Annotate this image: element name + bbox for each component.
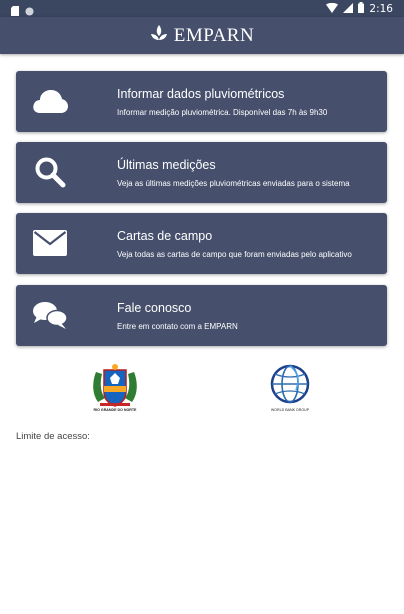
card-title: Informar dados pluviométricos bbox=[117, 87, 285, 101]
status-bar bbox=[0, 0, 404, 17]
card-subtitle: Entre em contato com a EMPARN bbox=[117, 322, 238, 331]
partner-logos bbox=[0, 362, 404, 418]
access-limit-label: Limite de acesso: bbox=[16, 431, 90, 442]
wifi-icon bbox=[326, 3, 338, 16]
brand bbox=[150, 24, 254, 47]
card-title: Últimas medições bbox=[117, 158, 216, 172]
card-ultimas-medicoes[interactable] bbox=[16, 142, 387, 203]
rn-caption: RIO GRANDE DO NORTE bbox=[93, 408, 137, 412]
envelope-icon bbox=[32, 227, 68, 259]
card-subtitle: Informar medição pluviométrica. Disponível das 7h às 9h30 bbox=[117, 108, 328, 117]
card-cartas-de-campo[interactable] bbox=[16, 213, 387, 274]
signal-icon bbox=[343, 3, 353, 16]
card-subtitle: Veja as últimas medições pluviométricas enviadas para o sistema bbox=[117, 179, 350, 188]
search-icon bbox=[32, 156, 68, 188]
card-informar-dados[interactable] bbox=[16, 71, 387, 132]
card-title: Fale conosco bbox=[117, 301, 192, 315]
leaf-logo-icon bbox=[150, 24, 168, 47]
app-title: EMPARN bbox=[173, 24, 255, 46]
card-title: Cartas de campo bbox=[117, 229, 213, 243]
card-fale-conosco[interactable] bbox=[16, 285, 387, 346]
status-time: 2:16 bbox=[369, 3, 393, 15]
battery-icon bbox=[358, 2, 364, 16]
card-subtitle: Veja todas as cartas de campo que foram enviadas pelo aplicativo bbox=[117, 250, 352, 259]
chat-icon bbox=[32, 299, 68, 331]
cloud-icon bbox=[32, 85, 68, 117]
rio-grande-do-norte-logo bbox=[90, 362, 140, 416]
world-bank-logo bbox=[266, 364, 314, 416]
app-bar bbox=[0, 17, 404, 54]
wb-caption: WORLD BANK GROUP bbox=[270, 408, 310, 412]
